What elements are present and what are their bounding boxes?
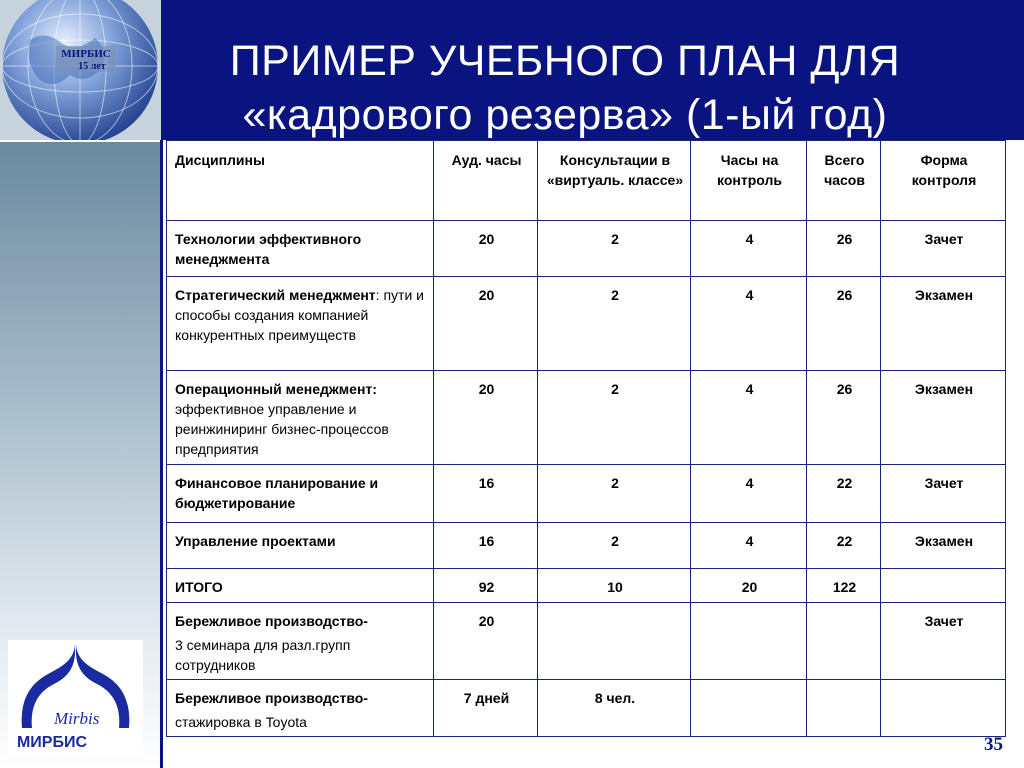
aud-cell: 7 дней: [434, 680, 538, 737]
table-header-row: [167, 141, 1006, 221]
table-row: [167, 371, 1006, 465]
mirbis-logo: [8, 640, 143, 756]
total-cell: 122: [807, 569, 881, 603]
table-row: [167, 680, 1006, 737]
aud-cell: 92: [434, 569, 538, 603]
discipline-cell: Управление проектами: [167, 523, 434, 569]
table-row: [167, 603, 1006, 680]
control-cell: [691, 680, 807, 737]
form-cell: [881, 569, 1006, 603]
total-cell: 26: [807, 277, 881, 371]
globe-badge-text: 15 лет: [78, 61, 106, 72]
header-total-hours: Всего часов: [807, 141, 881, 221]
control-cell: [691, 603, 807, 680]
table-row-total: [167, 569, 1006, 603]
header-band: [0, 0, 1024, 140]
total-cell: 22: [807, 523, 881, 569]
form-cell: [881, 680, 1006, 737]
total-cell: 26: [807, 371, 881, 465]
consult-cell: 2: [538, 523, 691, 569]
form-cell: Экзамен: [881, 371, 1006, 465]
control-cell: 20: [691, 569, 807, 603]
consult-cell: [538, 603, 691, 680]
logo-script-text: Mirbis: [54, 709, 100, 728]
discipline-cell: Финансовое планирование и бюджетирование: [167, 465, 434, 523]
total-cell: [807, 603, 881, 680]
control-cell: 4: [691, 465, 807, 523]
total-cell: 26: [807, 221, 881, 277]
aud-cell: 20: [434, 277, 538, 371]
discipline-cell: Бережливое производство- 3 семинара для разл.групп сотрудников: [167, 603, 434, 680]
total-cell: 22: [807, 465, 881, 523]
globe-logo: [0, 0, 163, 140]
control-cell: 4: [691, 371, 807, 465]
aud-cell: 16: [434, 523, 538, 569]
discipline-cell: Стратегический менеджмент: пути и способы создания компанией конкурентных преимуществ: [167, 277, 434, 371]
total-cell: [807, 680, 881, 737]
title-line-1: ПРИМЕР УЧЕБНОГО ПЛАН ДЛЯ: [229, 37, 901, 85]
control-cell: 4: [691, 277, 807, 371]
form-cell: Зачет: [881, 603, 1006, 680]
curriculum-table: [166, 140, 1006, 737]
table-row: [167, 221, 1006, 277]
aud-cell: 20: [434, 371, 538, 465]
consult-cell: 2: [538, 221, 691, 277]
globe-brand-text: МИРБИС: [61, 48, 111, 60]
consult-cell: 2: [538, 371, 691, 465]
sidebar-divider: [160, 140, 163, 768]
discipline-cell: Бережливое производство- стажировка в Toyota: [167, 680, 434, 737]
page-number: 35: [984, 734, 1003, 755]
consult-cell: 2: [538, 277, 691, 371]
header-control-form: Форма контроля: [881, 141, 1006, 221]
consult-cell: 8 чел.: [538, 680, 691, 737]
page-title: [170, 34, 960, 142]
mirbis-dome-icon: [8, 640, 143, 756]
header-aud-hours: Ауд. часы: [434, 141, 538, 221]
form-cell: Зачет: [881, 465, 1006, 523]
consult-cell: 10: [538, 569, 691, 603]
consult-cell: 2: [538, 465, 691, 523]
header-control-hours: Часы на контроль: [691, 141, 807, 221]
discipline-cell: ИТОГО: [167, 569, 434, 603]
title-line-2: «кадрового резерва» (1-ый год): [242, 91, 888, 139]
header-discipline: Дисциплины: [167, 141, 434, 221]
control-cell: 4: [691, 523, 807, 569]
globe-icon: [0, 0, 163, 140]
discipline-cell: Технологии эффективного менеджмента: [167, 221, 434, 277]
aud-cell: 20: [434, 221, 538, 277]
aud-cell: 20: [434, 603, 538, 680]
header-consult: Консультации в «виртуаль. классе»: [538, 141, 691, 221]
form-cell: Зачет: [881, 221, 1006, 277]
form-cell: Экзамен: [881, 277, 1006, 371]
table-row: [167, 277, 1006, 371]
discipline-cell: Операционный менеджмент: эффективное управление и реинжиниринг бизнес-процессов предприятия: [167, 371, 434, 465]
control-cell: 4: [691, 221, 807, 277]
form-cell: Экзамен: [881, 523, 1006, 569]
table-row: [167, 523, 1006, 569]
aud-cell: 16: [434, 465, 538, 523]
table-row: [167, 465, 1006, 523]
logo-text: МИРБИС: [16, 734, 88, 751]
